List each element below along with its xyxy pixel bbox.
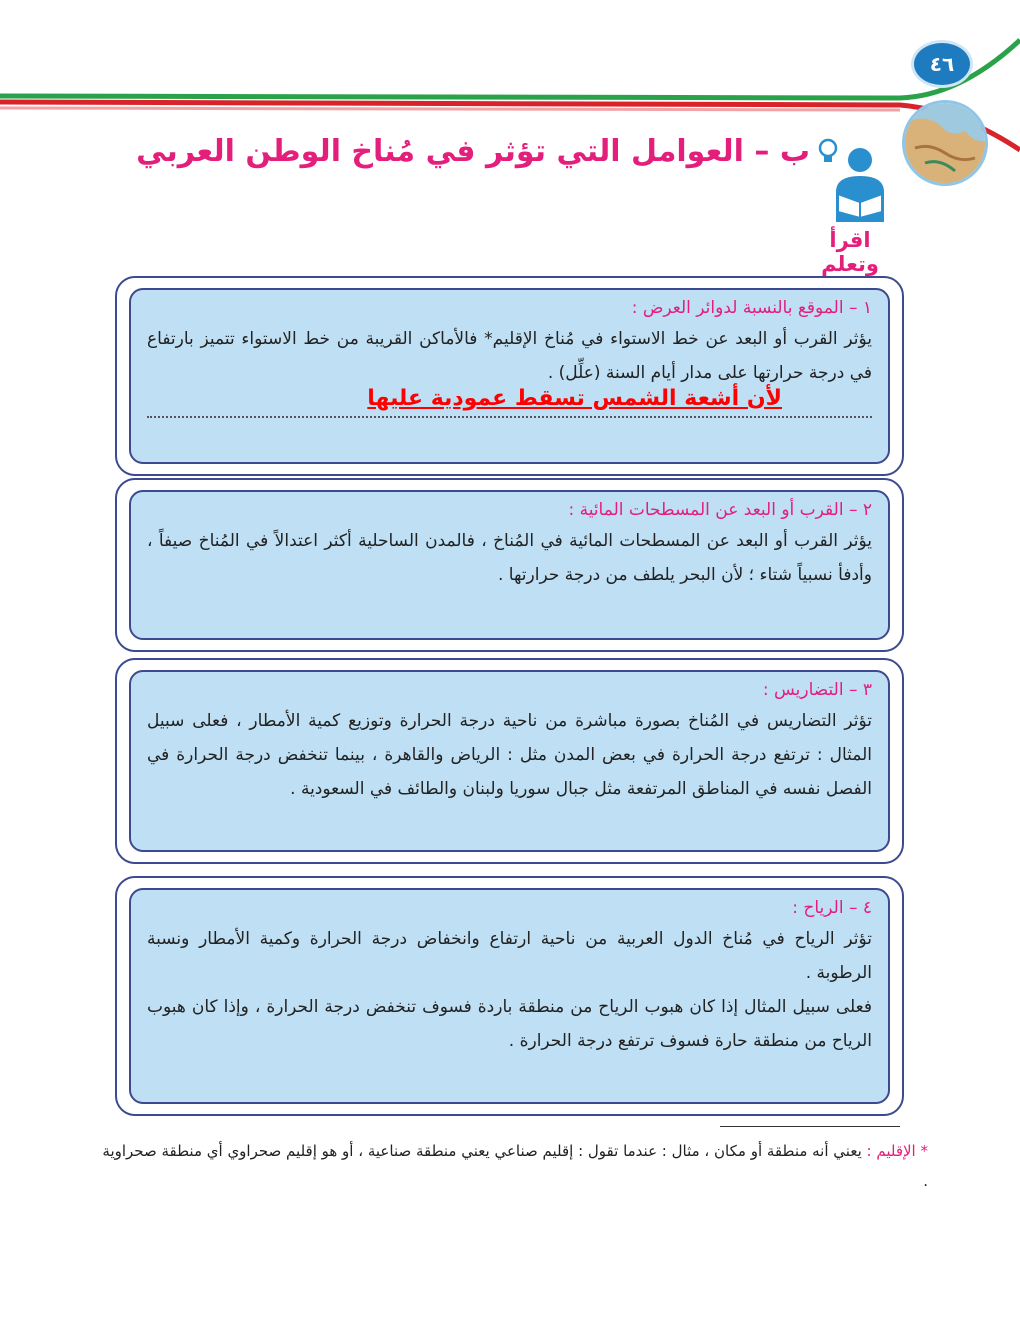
answer-line	[147, 386, 872, 426]
section-terrain	[115, 658, 904, 864]
map-icon	[905, 103, 985, 183]
section-text: تؤثر التضاريس في المُناخ بصورة مباشرة من ناحية درجة الحرارة وتوزيع كمية الأمطار ، فعلى سبيل المثال : ترتفع درجة الحرارة في بعض المدن مثل : الرياض والقاهرة ، بينما تنخفض درجة الحرارة في الفصل نفسه في المناطق المرتفعة مثل جبال سوريا ولبنان والطائف في السعودية .	[147, 711, 872, 799]
footnote	[100, 1136, 928, 1196]
page-title: ب – العوامل التي تؤثر في مُناخ الوطن العربي	[136, 134, 810, 169]
section-text: يؤثر القرب أو البعد عن خط الاستواء في مُناخ الإقليم* فالأماكن القريبة من خط الاستواء تتميز بارتفاع في درجة حرارتها على مدار أيام السنة (علِّل) .	[147, 329, 872, 383]
section-title: ١ – الموقع بالنسبة لدوائر العرض :	[631, 298, 872, 318]
footnote-term: * الإقليم :	[866, 1142, 928, 1160]
footnote-text: يعني أنه منطقة أو مكان ، مثال : عندما تقول : إقليم صناعي يعني منطقة صناعية ، أو هو إقليم صحراوي أي منطقة صحراوية .	[102, 1142, 928, 1190]
section-winds-panel	[129, 888, 890, 1104]
section-text: يؤثر القرب أو البعد عن المسطحات المائية في المُناخ ، فالمدن الساحلية أكثر اعتدالاً في المُناخ صيفاً ، وأدفأ نسبياً شتاء ؛ لأن البحر يلطف من درجة حرارتها .	[147, 531, 872, 585]
map-thumbnail	[902, 100, 988, 186]
handwritten-answer: لأن أشعة الشمس تسقط عمودية عليها	[367, 386, 782, 411]
answer-dotted-line	[147, 416, 872, 418]
section-winds	[115, 876, 904, 1116]
section-title: ٣ – التضاريس :	[762, 680, 872, 700]
section-title: ٢ – القرب أو البعد عن المسطحات المائية :	[568, 500, 872, 520]
reader-lightbulb-icon	[808, 132, 898, 222]
section-text-example: فعلى سبيل المثال إذا كان هبوب الرياح من منطقة باردة فسوف تنخفض درجة الحرارة ، وإذا كان هبوب الرياح من منطقة حارة فسوف ترتفع درجة الحرارة .	[147, 997, 872, 1051]
footnote-divider	[720, 1126, 900, 1127]
section-text: تؤثر الرياح في مُناخ الدول العربية من ناحية ارتفاع وانخفاض درجة الحرارة وكمية الأمطار ونسبة الرطوبة .	[147, 929, 872, 983]
section-title: ٤ – الرياح :	[792, 898, 872, 918]
page-number: ٤٦	[911, 40, 973, 88]
section-latitude	[115, 276, 904, 476]
section-terrain-panel	[129, 670, 890, 852]
section-water-bodies-panel	[129, 490, 890, 640]
section-latitude-panel	[129, 288, 890, 464]
read-and-learn-label: اقرأ وتعلم	[821, 228, 879, 276]
section-water-bodies	[115, 478, 904, 652]
